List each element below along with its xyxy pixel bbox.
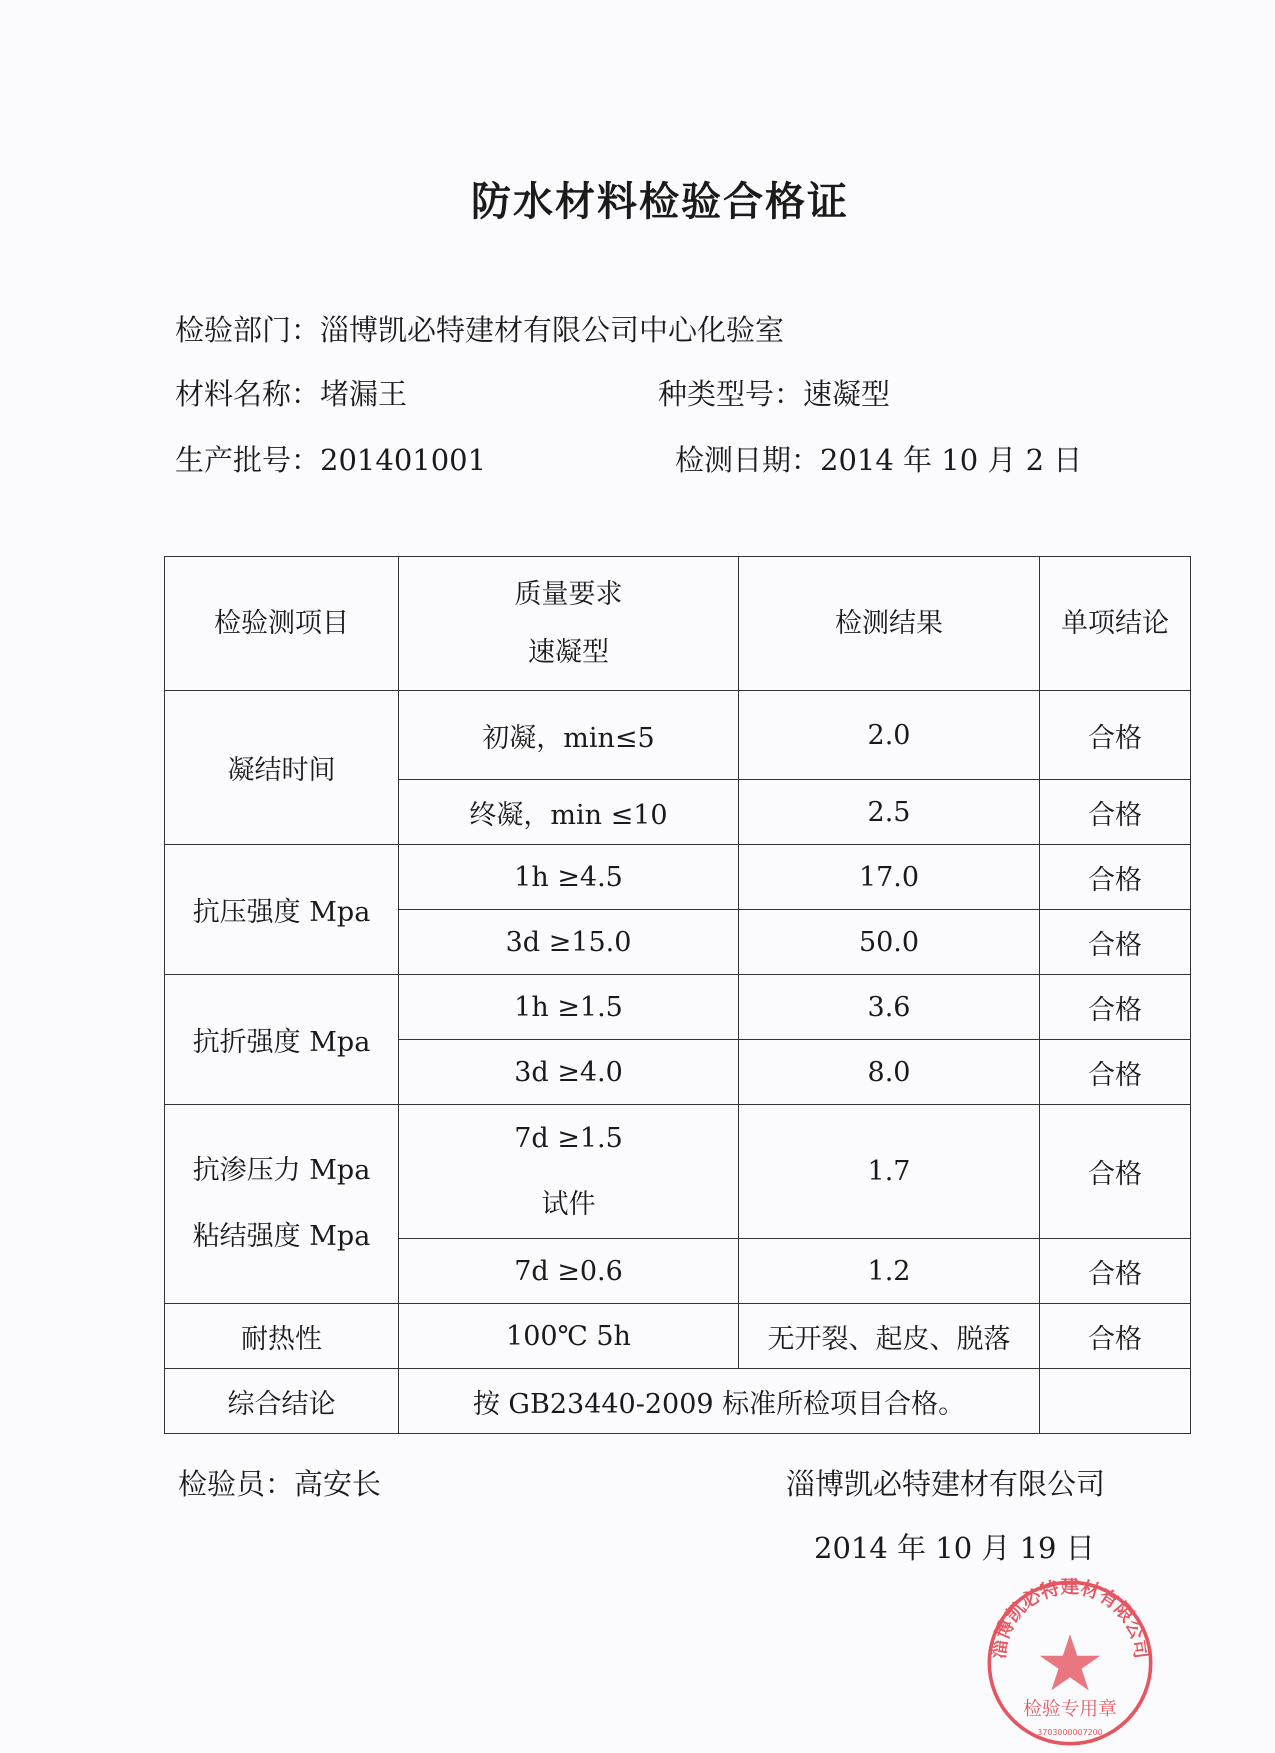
conclusion-cell: 合格 (1040, 691, 1191, 780)
batch-number (175, 438, 486, 479)
table-row (165, 691, 1191, 780)
inspector: 检验员：高安长 (178, 1467, 382, 1501)
req-cell: 初凝，min≤5 (399, 691, 739, 780)
header-conclusion: 单项结论 (1040, 557, 1191, 691)
date-value: 2014 年 10 月 2 日 (820, 443, 1083, 477)
result-cell: 50.0 (739, 910, 1040, 975)
svg-text:淄博凯必特建材有限公司: 淄博凯必特建材有限公司 (988, 1578, 1152, 1660)
summary-text: 按 GB23440-2009 标准所检项目合格。 (399, 1369, 1040, 1434)
batch-label: 生产批号： (175, 443, 321, 477)
issue-date: 2014 年 10 月 19 日 (814, 1531, 1095, 1565)
inspection-table (164, 556, 1191, 1434)
date-label: 检测日期： (675, 443, 821, 477)
svg-text:3703000007200: 3703000007200 (1037, 1728, 1103, 1738)
result-cell: 8.0 (739, 1040, 1040, 1105)
result-cell: 无开裂、起皮、脱落 (739, 1304, 1040, 1369)
type-label: 种类型号： (658, 377, 804, 411)
req-cell: 终凝，min ≤10 (399, 780, 739, 845)
result-cell: 1.7 (739, 1105, 1040, 1239)
item-cell: 耐热性 (165, 1304, 399, 1369)
req-cell: 1h ≥1.5 (399, 975, 739, 1040)
item-line2: 粘结强度 Mpa (192, 1221, 371, 1252)
material-type (658, 372, 890, 413)
req-cell: 3d ≥4.0 (399, 1040, 739, 1105)
conclusion-cell: 合格 (1040, 1105, 1191, 1239)
summary-label: 综合结论 (165, 1369, 399, 1434)
conclusion-cell: 合格 (1040, 1040, 1191, 1105)
header-req-line1: 质量要求 (514, 578, 623, 610)
table-row (165, 845, 1191, 910)
inspection-dept (175, 308, 784, 349)
table-row (165, 1105, 1191, 1239)
result-cell: 17.0 (739, 845, 1040, 910)
result-cell: 2.0 (739, 691, 1040, 780)
conclusion-cell: 合格 (1040, 910, 1191, 975)
table-row (165, 975, 1191, 1040)
item-cell: 抗折强度 Mpa (165, 975, 399, 1105)
table-header (165, 557, 1191, 691)
test-date (675, 438, 1082, 479)
item-cell (165, 1105, 399, 1304)
summary-empty (1040, 1369, 1191, 1434)
batch-value: 201401001 (320, 443, 487, 477)
header-requirement (399, 557, 739, 691)
dept-label: 检验部门： (175, 313, 321, 347)
req-cell: 100℃ 5h (399, 1304, 739, 1369)
conclusion-cell: 合格 (1040, 975, 1191, 1040)
req-cell (399, 1105, 739, 1239)
req-cell: 7d ≥0.6 (399, 1239, 739, 1304)
header-result: 检测结果 (739, 557, 1040, 691)
type-value: 速凝型 (803, 377, 891, 411)
req-cell: 3d ≥15.0 (399, 910, 739, 975)
dept-value: 淄博凯必特建材有限公司中心化验室 (320, 313, 785, 347)
item-cell: 凝结时间 (165, 691, 399, 845)
conclusion-cell: 合格 (1040, 845, 1191, 910)
summary-row (165, 1369, 1191, 1434)
material-name (175, 372, 407, 413)
result-cell: 3.6 (739, 975, 1040, 1040)
page-title: 防水材料检验合格证 (471, 178, 849, 225)
table-row (165, 1304, 1191, 1369)
result-cell: 2.5 (739, 780, 1040, 845)
company-name: 淄博凯必特建材有限公司 (786, 1467, 1106, 1501)
conclusion-cell: 合格 (1040, 1239, 1191, 1304)
req-line2: 试件 (541, 1188, 596, 1220)
result-cell: 1.2 (739, 1239, 1040, 1304)
header-req-line2: 速凝型 (528, 636, 609, 668)
company-seal (985, 1578, 1155, 1748)
name-value: 堵漏王 (320, 377, 408, 411)
req-cell: 1h ≥4.5 (399, 845, 739, 910)
svg-text:检验专用章: 检验专用章 (1023, 1698, 1117, 1720)
header-item: 检验测项目 (165, 557, 399, 691)
item-cell: 抗压强度 Mpa (165, 845, 399, 975)
item-line1: 抗渗压力 Mpa (192, 1155, 371, 1186)
req-line1: 7d ≥1.5 (514, 1122, 623, 1154)
name-label: 材料名称： (175, 377, 321, 411)
conclusion-cell: 合格 (1040, 1304, 1191, 1369)
conclusion-cell: 合格 (1040, 780, 1191, 845)
